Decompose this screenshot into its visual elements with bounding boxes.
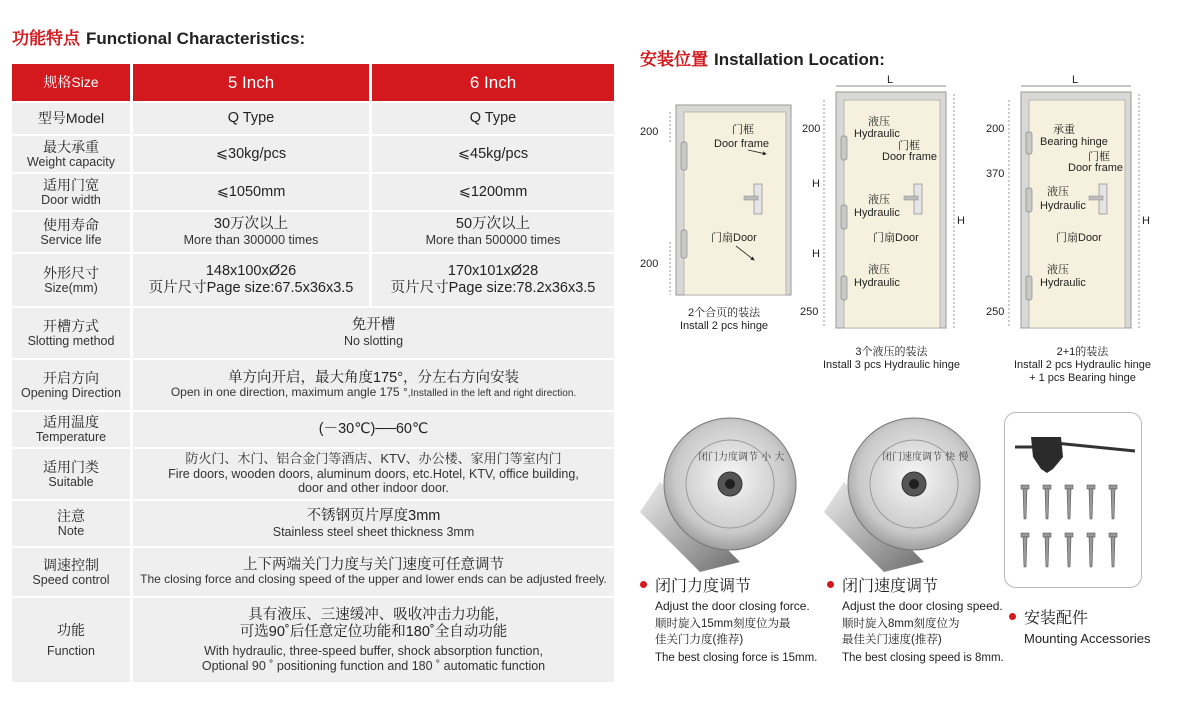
cell-value: 170x101xØ28	[447, 263, 539, 280]
cell-value-2: 可选90˚后任意定位功能和180˚全自动功能	[239, 623, 508, 640]
section-title-installation	[640, 45, 885, 70]
caption-diagram-2: 3个液压的装法 Install 3 pcs Hydraulic hinge	[823, 346, 960, 372]
row-label-cn: 使用寿命	[43, 216, 99, 233]
feature-desc: 顺时旋入8mm刻度位为 最佳关门速度(推荐) The best closing speed is 8mm.	[842, 618, 1004, 665]
feature-subtitle: Adjust the door closing force.	[655, 599, 810, 613]
table-row-model	[12, 103, 614, 134]
feature-subtitle: Adjust the door closing speed.	[842, 599, 1003, 613]
row-label-cn: 适用温度	[43, 414, 99, 431]
dim-H-1: H	[812, 178, 820, 190]
dim-200-top: 200	[640, 126, 659, 138]
row-label-cn: 适用门宽	[43, 176, 99, 193]
cell-value: Q Type	[227, 110, 275, 127]
cell-value: (－30℃)──60℃	[318, 421, 429, 438]
feature-title: 安装配件	[1024, 610, 1089, 627]
table-row-speed	[12, 548, 614, 596]
row-label-en: Opening Direction	[20, 385, 122, 400]
hydraulic-cn-2: 液压	[1047, 264, 1069, 276]
leaf-label: 门扇Door	[873, 232, 919, 244]
cell-value: ⩽30kg/pcs	[215, 145, 287, 162]
bearing-cn: 承重	[1053, 124, 1075, 136]
frame-label-cn: 门框	[1088, 151, 1110, 163]
cell-value: ⩽1050mm	[216, 183, 286, 200]
table-header-row	[12, 64, 614, 101]
frame-label-cn: 门框	[732, 124, 754, 136]
title-cn: 功能特点	[12, 29, 80, 48]
hydraulic-cn-2: 液压	[868, 194, 890, 206]
dim-L: L	[1072, 74, 1079, 86]
caption-diagram-3: 2+1的装法 Install 2 pcs Hydraulic hinge + 1 pcs Bearing hinge	[1014, 346, 1151, 385]
cell-value-en-2: door and other indoor door.	[298, 481, 449, 496]
dim-200-bottom: 200	[640, 258, 659, 270]
door-diagram-3-hydraulic	[800, 74, 965, 328]
table-row-width	[12, 174, 614, 210]
frame-label-en: Door frame	[714, 138, 770, 150]
dial-text: 闭门力度调节 小 大	[698, 452, 785, 463]
cell-value: 具有液压、三速缓冲、吸收冲击力功能,	[248, 606, 499, 623]
feature-desc: 顺时旋入15mm刻度位为最 佳关门力度(推荐) The best closing force is 15mm.	[655, 618, 818, 665]
frame-label-en: Door frame	[1068, 162, 1124, 174]
bullet-icon	[827, 581, 834, 588]
cell-value-en: More than 300000 times	[183, 233, 319, 248]
row-label-cn: 外形尺寸	[43, 264, 99, 281]
cell-value: Q Type	[469, 110, 517, 127]
hydraulic-cn-3: 液压	[868, 264, 890, 276]
table-row-function	[12, 598, 614, 682]
cell-value-en: With hydraulic, three-speed buffer, shock absorption function,	[204, 644, 543, 659]
table-row-note	[12, 501, 614, 546]
cell-value-en-2: Optional 90 ˚ positioning function and 180 ˚ automatic function	[201, 658, 546, 673]
feature-closing-speed	[827, 573, 1004, 666]
dim-H-total: H	[957, 215, 965, 227]
table-row-slotting	[12, 308, 614, 358]
feature-accessories	[1009, 605, 1150, 646]
hydraulic-en-2: Hydraulic	[1040, 277, 1086, 289]
row-label-en: Slotting method	[27, 333, 115, 348]
hydraulic-en-3: Hydraulic	[854, 277, 900, 289]
row-label-cn: 最大承重	[43, 138, 99, 155]
row-label-en: Note	[57, 524, 85, 539]
cell-value: ⩽1200mm	[458, 183, 528, 200]
header-size: 规格Size	[12, 64, 130, 101]
dim-370: 370	[986, 168, 1005, 180]
closing-force-dial-image	[640, 412, 800, 572]
door-diagram-2plus1	[986, 74, 1150, 328]
feature-closing-force	[640, 573, 817, 666]
cell-value-en: No slotting	[343, 334, 404, 349]
cell-value: 免开槽	[351, 317, 396, 334]
row-label-cn: 功能	[57, 621, 85, 638]
feature-title: 闭门速度调节	[842, 578, 939, 595]
row-label-cn: 开槽方式	[43, 317, 99, 334]
accessories-box	[1004, 412, 1142, 588]
dim-250: 250	[986, 306, 1005, 318]
cell-value-page: 页片尺寸Page size:78.2x36x3.5	[390, 280, 596, 296]
leaf-label: 门扇Door	[1056, 232, 1102, 244]
dim-250: 250	[800, 306, 819, 318]
leaf-label: 门扇Door	[711, 232, 757, 244]
cell-value-en: More than 500000 times	[425, 233, 561, 248]
cell-value: 50万次以上	[455, 216, 531, 233]
hydraulic-en-1: Hydraulic	[854, 128, 900, 140]
cell-value-en: The closing force and closing speed of the upper and lower ends can be adjusted freely.	[140, 572, 607, 587]
spec-table	[12, 64, 614, 684]
row-label-en: Service life	[40, 232, 102, 247]
bearing-en: Bearing hinge	[1040, 136, 1108, 148]
row-label-cn: 注意	[57, 508, 85, 525]
accessories-image	[1005, 413, 1141, 585]
bullet-icon	[1009, 613, 1016, 620]
frame-label-en: Door frame	[882, 151, 938, 163]
dim-H-total: H	[1142, 215, 1150, 227]
row-label-cn: 调速控制	[43, 556, 99, 573]
cell-value: 148x100xØ26	[205, 263, 297, 280]
hydraulic-en-2: Hydraulic	[854, 207, 900, 219]
dial-text: 闭门速度调节 快 慢	[882, 452, 969, 463]
table-row-suitable	[12, 449, 614, 499]
row-label-en: Temperature	[35, 430, 107, 445]
feature-title: 闭门力度调节	[655, 578, 752, 595]
title-en: Installation Location:	[714, 50, 885, 69]
title-cn: 安装位置	[640, 50, 708, 69]
section-title-functional	[12, 24, 305, 49]
table-row-opening	[12, 360, 614, 410]
row-label-en: Weight capacity	[26, 154, 115, 169]
row-label-en: Suitable	[48, 474, 94, 489]
row-label-en: Speed control	[32, 572, 110, 587]
row-label-en: Door width	[41, 192, 101, 207]
caption-diagram-1: 2个合页的装法 Install 2 pcs hinge	[680, 307, 769, 333]
cell-value: 上下两端关门力度与关门速度可任意调节	[243, 556, 504, 573]
cell-value-en: Open in one direction, maximum angle 175 °,Installed in the left and right direction.	[170, 385, 577, 400]
door-diagram-2-hinges	[640, 105, 791, 295]
hydraulic-en-1: Hydraulic	[1040, 200, 1086, 212]
table-row-life	[12, 212, 614, 252]
feature-subtitle: Mounting Accessories	[1024, 631, 1151, 646]
header-6-inch: 6 Inch	[372, 64, 614, 101]
installation-diagrams	[636, 72, 1176, 392]
frame-label-cn: 门框	[898, 140, 920, 152]
cell-value: ⩽45kg/pcs	[457, 145, 529, 162]
hydraulic-cn-1: 液压	[1047, 186, 1069, 198]
cell-value: 30万次以上	[213, 216, 289, 233]
cell-value-page: 页片尺寸Page size:67.5x36x3.5	[148, 280, 354, 296]
cell-value: 不锈钢页片厚度3mm	[306, 507, 441, 524]
cell-value: 防火门、木门、铝合金门等酒店、KTV、办公楼、家用门等室内门	[185, 451, 562, 467]
row-label-cn: 适用门类	[43, 458, 99, 475]
closing-speed-dial-image	[824, 412, 984, 572]
cell-value-en: Fire doors, wooden doors, aluminum doors, etc.Hotel, KTV, office building,	[168, 467, 579, 482]
table-row-weight	[12, 136, 614, 172]
dim-200: 200	[986, 123, 1005, 135]
dim-H-2: H	[812, 248, 820, 260]
row-label-cn: 开启方向	[43, 369, 99, 386]
hydraulic-cn-1: 液压	[868, 116, 890, 128]
header-5-inch: 5 Inch	[133, 64, 369, 101]
table-row-temperature	[12, 412, 614, 447]
cell-value: 单方向开启，最大角度175°，分左右方向安装	[228, 369, 519, 386]
dim-L: L	[887, 74, 894, 86]
cell-value-en: Stainless steel sheet thickness 3mm	[272, 524, 475, 539]
title-en: Functional Characteristics:	[86, 29, 306, 48]
bullet-icon	[640, 581, 647, 588]
dim-200: 200	[802, 123, 821, 135]
row-label: 型号Model	[37, 110, 105, 127]
table-row-size	[12, 254, 614, 306]
row-label-en: Function	[47, 643, 95, 658]
row-label-en: Size(mm)	[44, 280, 98, 295]
